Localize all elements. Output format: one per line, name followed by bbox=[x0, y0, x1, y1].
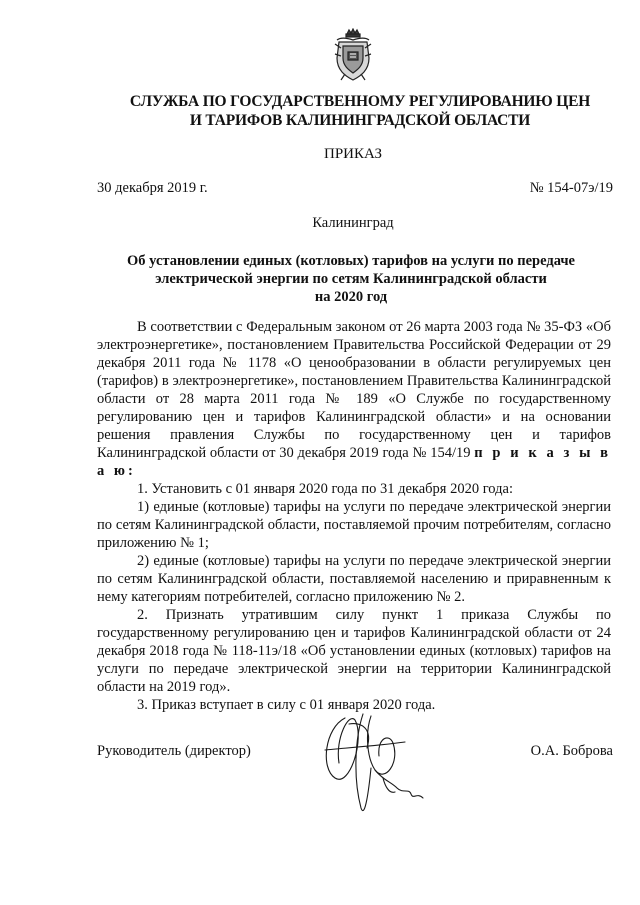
coat-of-arms-icon bbox=[331, 28, 375, 82]
org-line-2: И ТАРИФОВ КАЛИНИНГРАДСКОЙ ОБЛАСТИ bbox=[189, 112, 531, 129]
document-number: № 154-07э/19 bbox=[529, 180, 613, 196]
preamble-paragraph bbox=[97, 318, 611, 480]
item-1-2: 2) единые (котловые) тарифы на услуги по передаче электрической энергии по сетям Калининградской области, поставляемой населению и приравненным к нему категориям потребителей, согласно приложению № 2. bbox=[97, 553, 611, 605]
org-line-1: СЛУЖБА ПО ГОСУДАРСТВЕННОМУ РЕГУЛИРОВАНИЮ ЦЕН bbox=[129, 93, 591, 110]
organization-name bbox=[80, 92, 640, 130]
title-line-2: электрической энергии по сетям Калининградской области bbox=[155, 271, 547, 287]
item-3: 3. Приказ вступает в силу с 01 января 2020 года. bbox=[137, 697, 436, 713]
document-body bbox=[97, 318, 611, 714]
title-line-1: Об установлении единых (котловых) тарифов на услуги по передаче bbox=[127, 253, 575, 269]
signatory-name: О.А. Боброва bbox=[530, 743, 613, 759]
item-2: 2. Признать утратившим силу пункт 1 приказа Службы по государственному регулированию цен и тарифов Калининградской области от 24 декабря 2018 года № 118-11э/18 «Об установлении единых (котловых) тарифов на услуги по передаче электрической энергии на территории Калининградской области на 2019 год». bbox=[97, 607, 611, 695]
order-word: п р и к а з ы в а ю: bbox=[97, 445, 612, 479]
signatory-position: Руководитель (директор) bbox=[97, 743, 251, 759]
document-type: ПРИКАЗ bbox=[324, 146, 382, 162]
document-date: 30 декабря 2019 г. bbox=[97, 180, 208, 196]
item-1-1: 1) единые (котловые) тарифы на услуги по передаче электрической энергии по сетям Калининградской области, поставляемой прочим потребителям, согласно приложению № 1; bbox=[97, 499, 611, 551]
document-city: Калининград bbox=[312, 215, 394, 231]
item-1: 1. Установить с 01 января 2020 года по 31 декабря 2020 года: bbox=[137, 481, 513, 497]
handwritten-signature bbox=[305, 708, 430, 826]
title-line-3: на 2020 год bbox=[314, 289, 388, 305]
document-title bbox=[90, 252, 612, 306]
preamble-text: В соответствии с Федеральным законом от 26 марта 2003 года № 35-ФЗ «Об электроэнергетике», постановлением Правительства Российской Федерации от 29 декабря 2011 года № 1178 «О ценообразовании в области регулируемых цен (тарифов) в электроэнергетике», постановлением Правительства Калининградской области от 28 марта 2011 года № 189 «О Службе по государственному регулированию цен и тарифов Калининградской области» и на основании решения правления Службы по государственному цен и тарифов Калининградской области от 30 декабря 2019 года № 154/19 bbox=[97, 319, 611, 461]
